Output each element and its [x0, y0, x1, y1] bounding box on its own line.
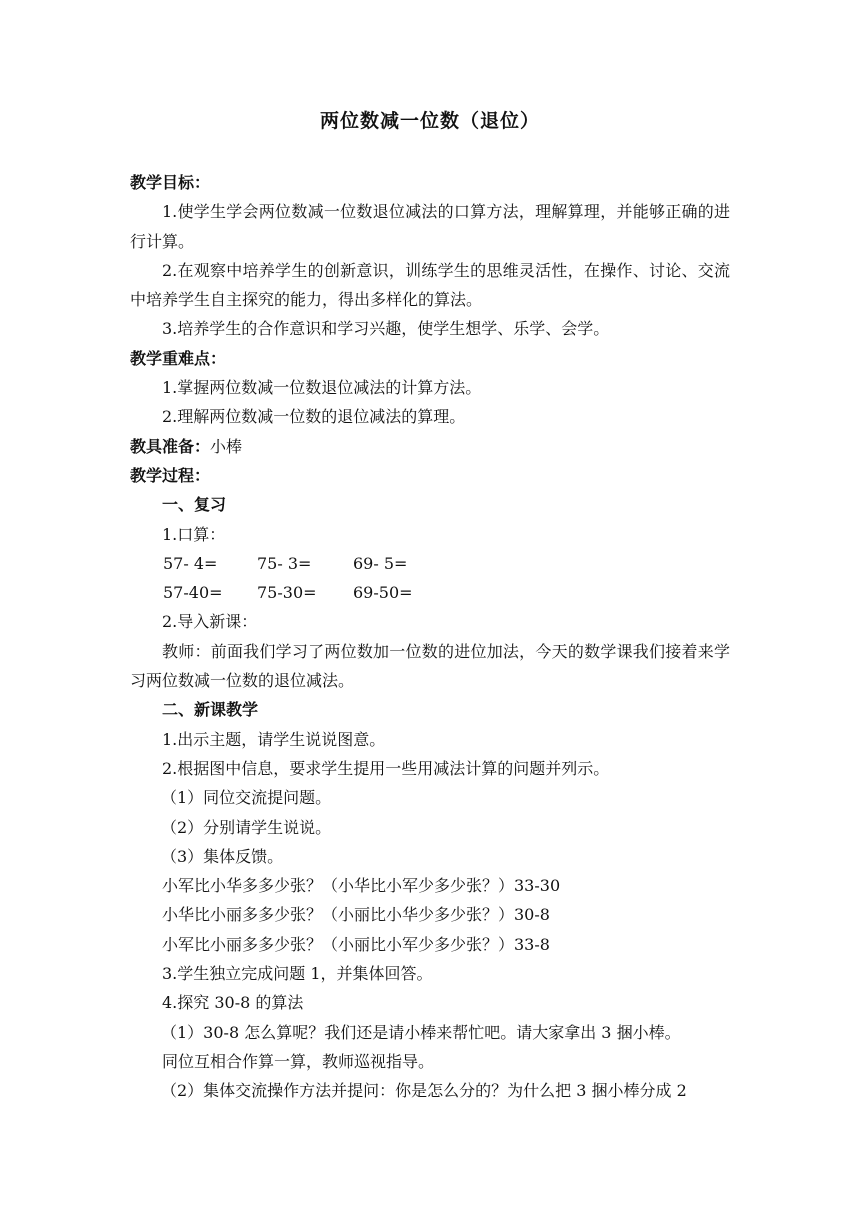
page-title: 两位数减一位数（退位）: [319, 110, 540, 132]
oral-expr: 57- 4=: [163, 553, 218, 573]
review-heading: 一、复习: [162, 495, 227, 515]
goal-item-3: 3.培养学生的合作意识和学习兴趣，使学生想学、乐学、会学。: [162, 319, 610, 339]
newlesson-line-2: 2.根据图中信息，要求学生提用一些用减法计算的问题并列示。: [162, 758, 610, 778]
newlesson-line-4: 4.探究 30-8 的算法: [162, 993, 304, 1013]
question-line-2: 小华比小丽多多少张？（小丽比小华少多少张？）30-8: [162, 905, 550, 925]
step-1: （1）30-8 怎么算呢？我们还是请小棒来帮忙吧。请大家拿出 3 捆小棒。: [161, 1022, 681, 1042]
oral-expr: 75- 3=: [257, 553, 312, 573]
oral-expr: 75-30=: [257, 583, 317, 603]
goal-item-2: 2.在观察中培养学生的创新意识，训练学生的思维灵活性，在操作、讨论、交流中培养学生自主探究的能力，得出多样化的算法。: [130, 260, 730, 310]
newlesson-sub-1: （1）同位交流提问题。: [161, 788, 332, 808]
process-heading: 教学过程：: [130, 465, 211, 485]
newlesson-line-1: 1.出示主题，请学生说说图意。: [162, 729, 386, 749]
tools-value: 小棒: [210, 436, 243, 456]
oral-expr: 69- 5=: [353, 553, 408, 573]
newlesson-sub-3: （3）集体反馈。: [161, 846, 284, 866]
oral-label: 1.口算：: [162, 524, 226, 544]
tools-heading: 教具准备：: [130, 436, 211, 456]
oral-row-2: [130, 578, 730, 607]
oral-expr: 69-50=: [353, 583, 413, 603]
oral-expr: 57-40=: [163, 583, 223, 603]
keypoints-heading: 教学重难点：: [130, 348, 227, 368]
keypoint-item-2: 2.理解两位数减一位数的退位减法的算理。: [162, 407, 466, 427]
document-body: [130, 168, 730, 1106]
step-2: （2）集体交流操作方法并提问：你是怎么分的？为什么把 3 捆小棒分成 2: [161, 1081, 687, 1101]
goal-item-1: 1.使学生学会两位数减一位数退位减法的口算方法，理解算理，并能够正确的进行计算。: [130, 202, 730, 251]
keypoint-item-1: 1.掌握两位数减一位数退位减法的计算方法。: [162, 378, 482, 398]
question-line-3: 小军比小丽多多少张？（小丽比小军少多少张？）33-8: [162, 934, 550, 954]
newlesson-heading: 二、新课教学: [162, 700, 259, 720]
goals-heading: 教学目标：: [130, 173, 211, 192]
newlesson-sub-2: （2）分别请学生说说。: [161, 817, 332, 837]
step-1b: 同位互相合作算一算，教师巡视指导。: [162, 1051, 435, 1071]
oral-row-1: [130, 549, 730, 578]
newlesson-line-3: 3.学生独立完成问题 1，并集体回答。: [162, 964, 433, 984]
intro-text: 教师：前面我们学习了两位数加一位数的进位加法，今天的数学课我们接着来学习两位数减一位数的退位减法。: [130, 641, 730, 691]
question-line-1: 小军比小华多多少张？（小华比小军少多少张？）33-30: [162, 876, 561, 896]
intro-label: 2.导入新课：: [162, 612, 258, 632]
tools-line: [130, 432, 730, 461]
